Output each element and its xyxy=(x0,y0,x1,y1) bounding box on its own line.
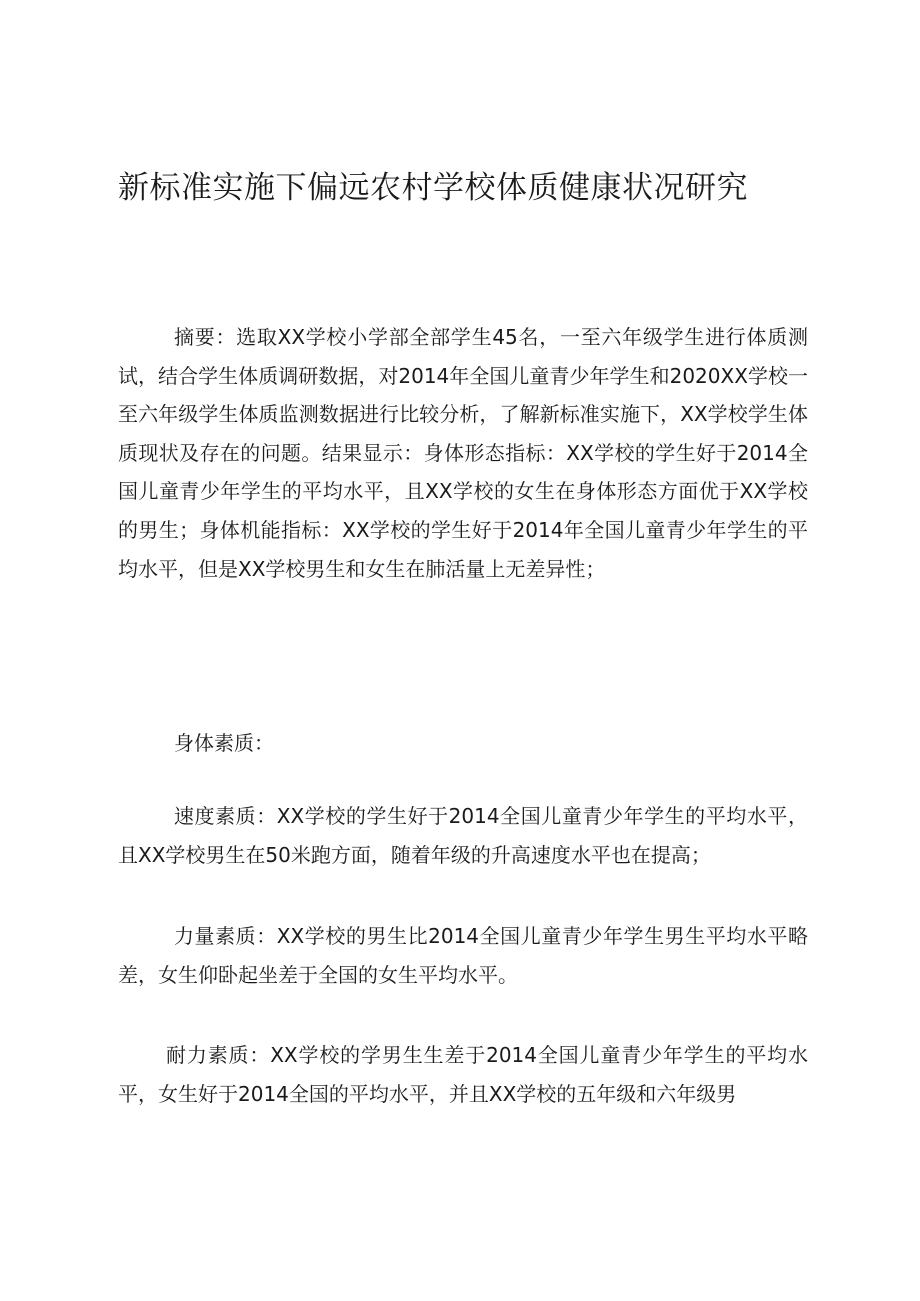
endurance-quality-paragraph: 耐力素质：XX学校的学男生生差于2014全国儿童青少年学生的平均水平，女生好于2014全国的平均水平，并且XX学校的五年级和六年级男 xyxy=(118,1043,808,1106)
document-title: 新标准实施下偏远农村学校体质健康状况研究 xyxy=(118,170,748,206)
abstract-paragraph: 摘要：选取XX学校小学部全部学生45名，一至六年级学生进行体质测试，结合学生体质调研数据，对2014年全国儿童青少年学生和2020XX学校一至六年级学生体质监测数据进行比较分析，了解新标准实施下，XX学校学生体质现状及存在的问题。结果显示：身体形态指标：XX学校的学生好于2014全国儿童青少年学生的平均水平，且XX学校的女生在身体形态方面优于XX学校的男生；身体机能指标：XX学校的学生好于2014年全国儿童青少年学生的平均水平，但是XX学校男生和女生在肺活量上无差异性； xyxy=(118,325,808,581)
strength-quality-paragraph: 力量素质：XX学校的男生比2014全国儿童青少年学生男生平均水平略差，女生仰卧起坐差于全国的女生平均水平。 xyxy=(118,924,808,987)
speed-quality-paragraph: 速度素质：XX学校的学生好于2014全国儿童青少年学生的平均水平，且XX学校男生在50米跑方面，随着年级的升高速度水平也在提高； xyxy=(118,804,808,867)
body-quality-heading: 身体素质： xyxy=(174,731,274,755)
